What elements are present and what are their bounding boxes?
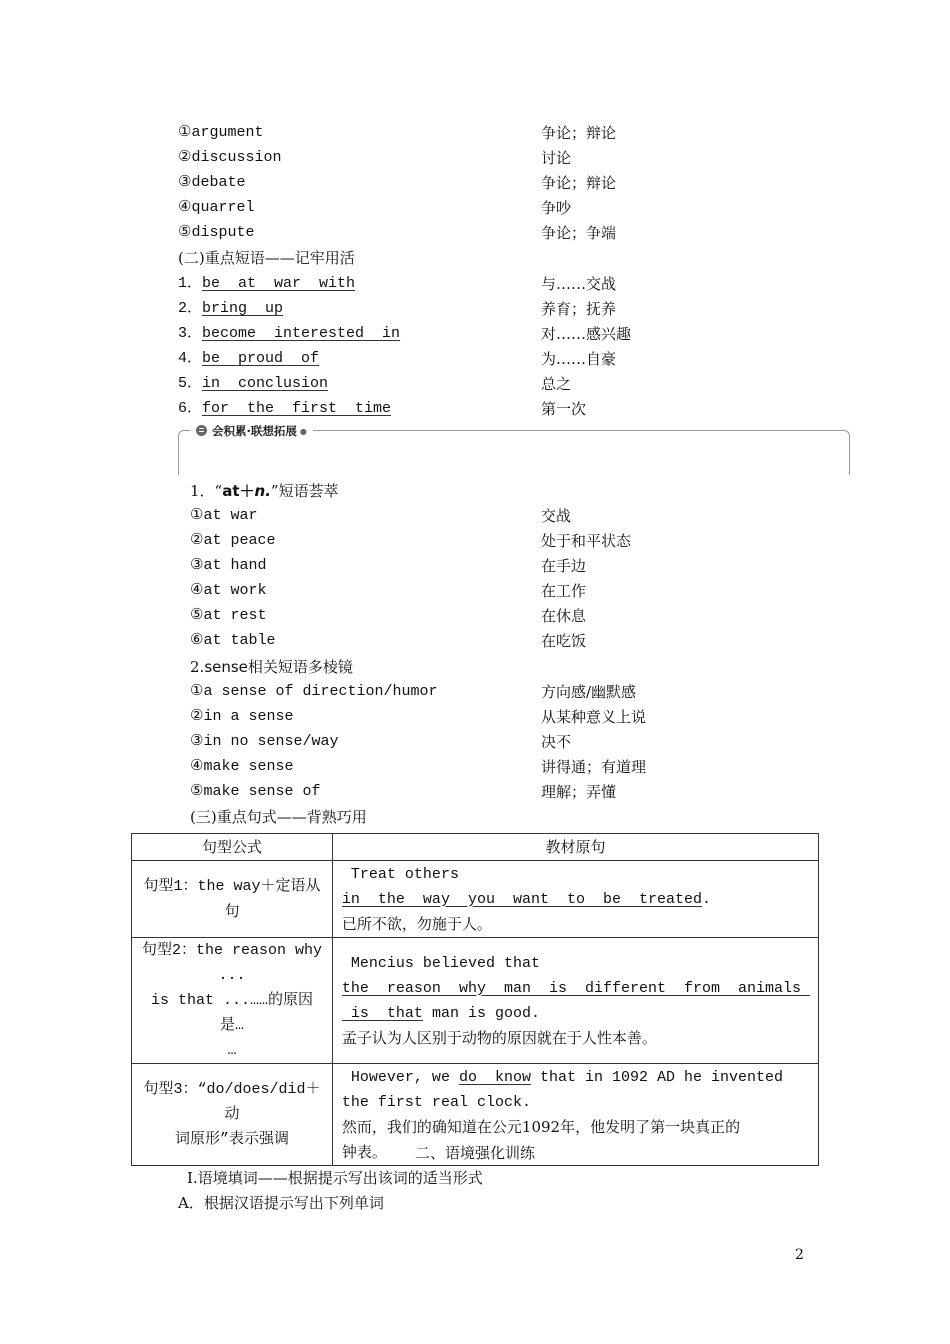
phrase-num: 3． [178,325,203,342]
at-phrase-en: ①at war [190,507,258,524]
at-phrase-zh: 交战 [541,507,572,525]
vocab-row [0,196,950,220]
section-title [0,1141,950,1165]
expansion-box-title [190,421,313,441]
sense-phrase-en: ①a sense of direction/humor [190,683,438,700]
sense-phrase-zh: 理解；弄懂 [541,783,617,801]
at-phrase-row [0,629,950,653]
sense-phrase-zh: 讲得通；有道理 [541,758,647,776]
example-cell [332,938,818,1064]
pattern-text: 句型3：“do/does/did＋动 [143,1081,321,1123]
phrase-zh: 与……交战 [541,275,617,293]
phrase-num: 6． [178,400,203,417]
sense-phrase-row [0,730,950,754]
phrase-num: 1． [178,275,203,292]
phrase-row [0,347,950,371]
phrase-num: 4． [178,350,203,367]
vocab-en: ①argument [178,124,264,141]
vocab-zh: 争论；争端 [541,224,617,242]
dot-icon: ● [299,427,307,436]
example-post: that in 1092 AD he invented [530,1068,784,1086]
example-line: Mencius believed that [341,954,540,972]
sense-phrase-en: ⑤make sense of [190,783,321,800]
vocab-zh: 争论；辩论 [541,124,617,142]
vocab-row [0,146,950,170]
subsection-1 [0,1166,950,1190]
example-underlined: in the way you want to be treated [341,890,702,908]
table-header-left: 句型公式 [132,834,333,861]
at-phrase-row [0,554,950,578]
vocab-row [0,171,950,195]
phrase-en: be proud of [202,350,320,367]
vocab-en: ④quarrel [178,199,255,216]
table-header-right: 教材原句 [332,834,818,861]
phrase-zh: 为……自豪 [541,350,617,368]
pattern-text: 句型2：the reason why ... [141,942,322,984]
example-pre: However, we [341,1068,459,1086]
sense-heading-bold: sense [204,658,248,676]
phrases-heading [0,246,950,270]
vocab-row [0,121,950,145]
at-heading [0,479,950,503]
at-phrase-row [0,504,950,528]
at-phrase-en: ⑤at rest [190,607,267,624]
at-phrase-en: ③at hand [190,557,267,574]
section-title-text: 二、语境强化训练 [414,1144,535,1162]
at-phrase-zh: 处于和平状态 [541,532,632,550]
table-row [132,938,819,1064]
sense-phrase-en: ②in a sense [190,708,294,725]
sense-phrase-zh: 决不 [541,733,572,751]
at-heading-italic: n. [254,482,271,500]
vocab-en: ③debate [178,174,246,191]
phrase-num: 5． [178,375,203,392]
example-translation: 已所不欲，勿施于人。 [341,914,492,933]
vocab-zh: 争吵 [541,199,572,217]
sense-phrase-row [0,680,950,704]
sentences-heading-text: (三)重点句式——背熟巧用 [190,808,367,826]
at-heading-bold: at＋ [222,482,255,500]
sense-heading-post: 相关短语多棱镜 [247,658,353,676]
phrase-zh: 对……感兴趣 [541,325,632,343]
vocab-row [0,221,950,245]
pattern-text: 词原形”表示强调 [174,1131,289,1148]
pattern-cell [132,861,333,938]
sentences-heading [0,805,950,829]
sense-phrase-zh: 方向感/幽默感 [541,683,637,701]
page-number: 2 [795,1247,804,1263]
pattern-text: … [227,1042,237,1059]
pattern-text: is that ...……的原因是… [150,992,313,1034]
phrase-en: bring up [202,300,284,317]
at-phrase-en: ②at peace [190,532,276,549]
example-translation: 孟子认为人区别于动物的原因就在于人性本善。 [341,1028,657,1047]
sense-heading-pre: 2. [190,658,205,676]
at-phrase-row [0,579,950,603]
subsection-1-text: Ⅰ.语境填词——根据提示写出该词的适当形式 [187,1169,483,1187]
vocab-en: ②discussion [178,149,282,166]
phrase-en: for the first time [202,400,392,417]
pattern-text: 句型1：the way＋定语从句 [143,878,321,921]
example-line: the first real clock. [341,1093,531,1111]
table-header-row [132,834,819,861]
subsection-2-text: A．根据汉语提示写出下列单词 [178,1194,384,1212]
phrase-en: become interested in [202,325,401,342]
at-phrase-row [0,604,950,628]
pattern-cell [132,938,333,1064]
sense-phrase-en: ③in no sense/way [190,733,339,750]
phrase-zh: 第一次 [541,400,587,418]
sentence-pattern-table [131,833,819,1166]
at-phrase-zh: 在吃饭 [541,632,587,650]
at-phrase-zh: 在工作 [541,582,587,600]
phrase-row [0,297,950,321]
vocab-zh: 讨论 [541,149,572,167]
example-underlined: the reason why man is different from animals [341,979,810,997]
example-translation: 然而，我们的确知道在公元1092年，他发明了第一块真正的 [341,1117,741,1136]
example-underlined: is that [341,1004,423,1022]
sense-phrase-row [0,780,950,804]
phrase-en: in conclusion [202,375,329,392]
expansion-box-title-text: 会积累·联想拓展 [212,424,297,438]
at-phrase-en: ④at work [190,582,267,599]
example-underlined: do know [458,1068,531,1086]
vocab-zh: 争论；辩论 [541,174,617,192]
example-end: . [701,890,711,908]
phrase-num: 2． [178,300,203,317]
table-row [132,861,819,938]
sense-heading [0,655,950,679]
at-phrase-zh: 在手边 [541,557,587,575]
at-heading-post: ”短语荟萃 [270,482,339,500]
example-end: man is good. [422,1004,540,1022]
at-phrase-row [0,529,950,553]
phrase-row [0,322,950,346]
at-phrase-zh: 在休息 [541,607,587,625]
vocab-en: ⑤dispute [178,224,255,241]
phrases-heading-text: (二)重点短语——记牢用活 [178,249,355,267]
phrase-en: be at war with [202,275,356,292]
sense-phrase-zh: 从某种意义上说 [541,708,647,726]
phrase-row [0,397,950,421]
stack-icon [196,425,207,436]
phrase-row [0,372,950,396]
phrase-row [0,272,950,296]
sense-phrase-row [0,755,950,779]
sense-phrase-row [0,705,950,729]
example-translation: 钟表。 [341,1142,387,1161]
at-phrase-en: ⑥at table [190,632,276,649]
example-cell [332,861,818,938]
example-line: Treat others [341,865,459,883]
phrase-zh: 总之 [541,375,572,393]
at-heading-pre: 1．“ [190,482,223,500]
sense-phrase-en: ④make sense [190,758,294,775]
subsection-2 [0,1191,950,1215]
phrase-zh: 养育；抚养 [541,300,617,318]
